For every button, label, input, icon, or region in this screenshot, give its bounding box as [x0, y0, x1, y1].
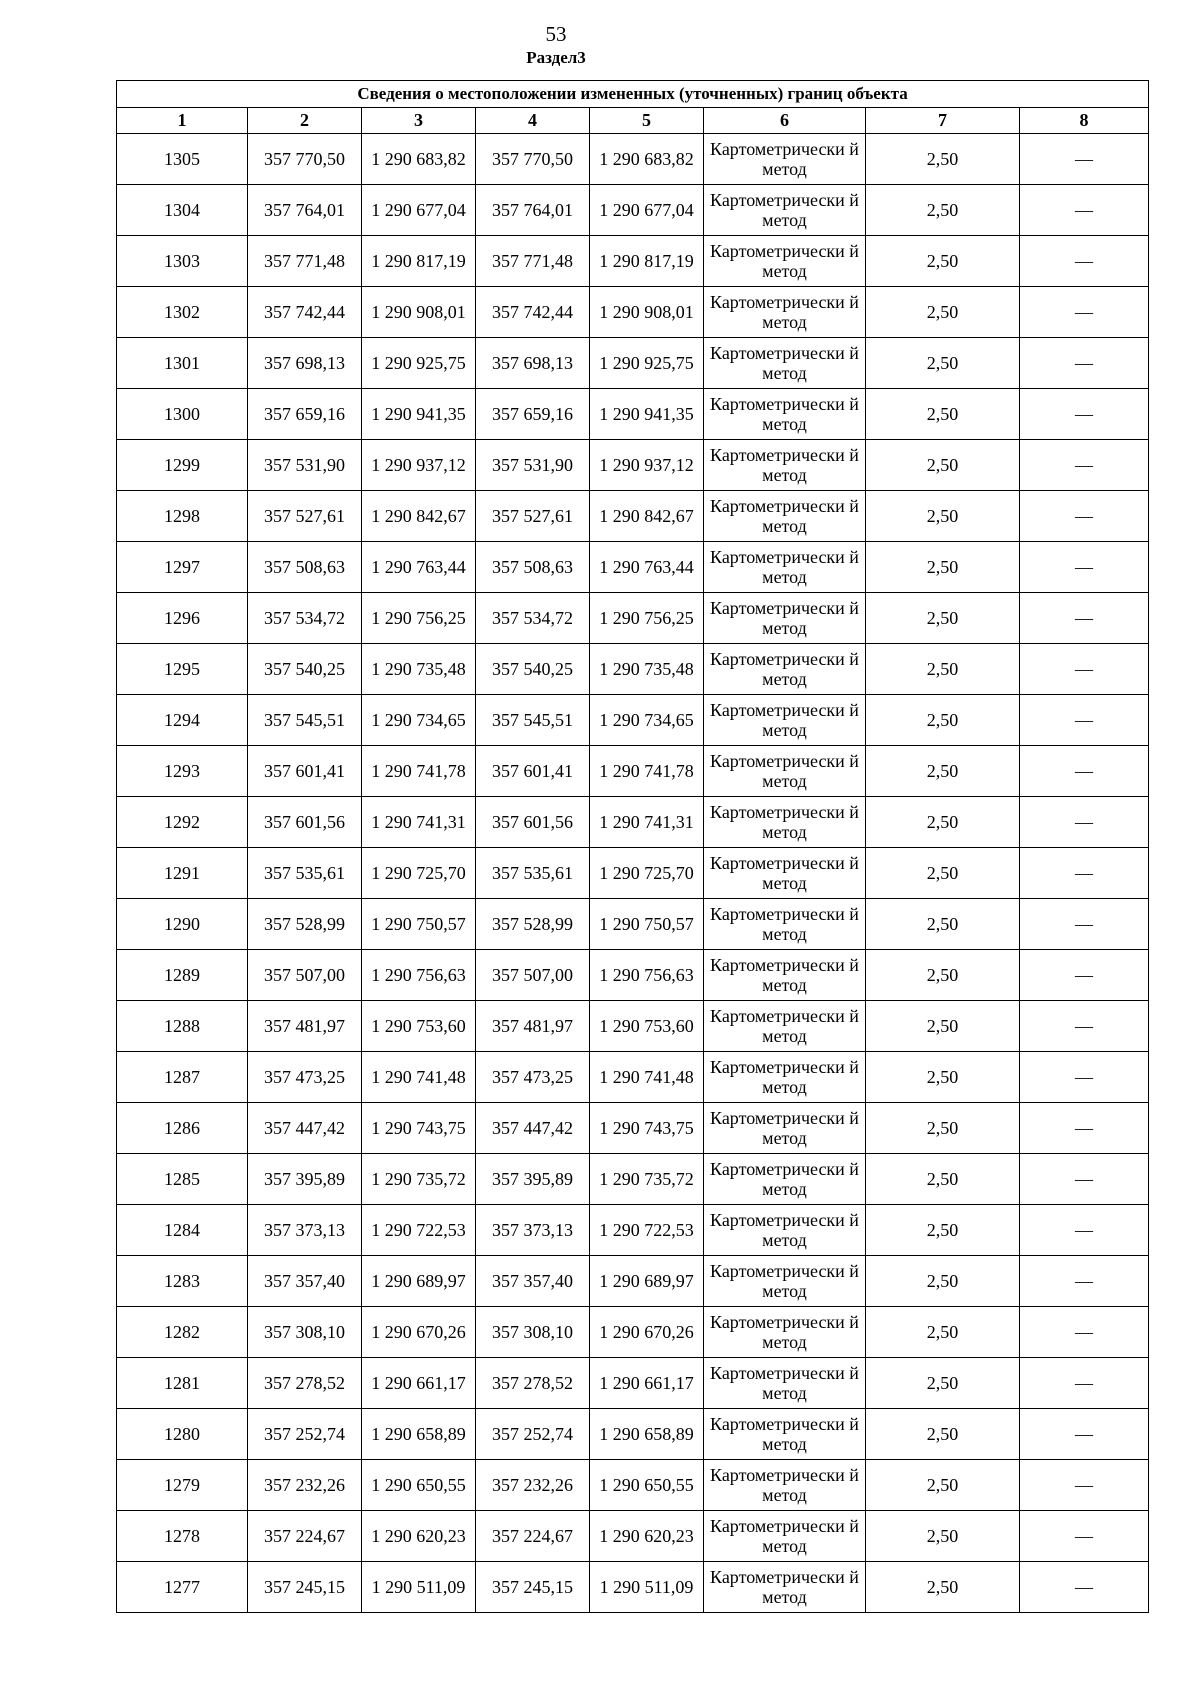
table-row — [117, 899, 1149, 950]
accuracy-cell: 2,50 — [866, 695, 1020, 746]
x-old-cell: 357 308,10 — [248, 1307, 362, 1358]
note-cell: — — [1020, 338, 1149, 389]
y-old-cell: 1 290 741,48 — [362, 1052, 476, 1103]
x-old-cell: 357 698,13 — [248, 338, 362, 389]
note-cell: — — [1020, 287, 1149, 338]
y-old-cell: 1 290 735,72 — [362, 1154, 476, 1205]
y-old-cell: 1 290 941,35 — [362, 389, 476, 440]
method-cell: Картометрически й метод — [704, 899, 866, 950]
column-number-header: 3 — [362, 108, 476, 134]
x-old-cell: 357 447,42 — [248, 1103, 362, 1154]
x-new-cell: 357 770,50 — [476, 134, 590, 185]
method-cell: Картометрически й метод — [704, 236, 866, 287]
method-cell: Картометрически й метод — [704, 797, 866, 848]
y-new-cell: 1 290 756,25 — [590, 593, 704, 644]
y-old-cell: 1 290 753,60 — [362, 1001, 476, 1052]
x-new-cell: 357 308,10 — [476, 1307, 590, 1358]
point-number-cell: 1288 — [117, 1001, 248, 1052]
y-new-cell: 1 290 677,04 — [590, 185, 704, 236]
accuracy-cell: 2,50 — [866, 491, 1020, 542]
table-row — [117, 1103, 1149, 1154]
x-old-cell: 357 528,99 — [248, 899, 362, 950]
column-number-header: 7 — [866, 108, 1020, 134]
point-number-cell: 1304 — [117, 185, 248, 236]
accuracy-cell: 2,50 — [866, 1052, 1020, 1103]
y-old-cell: 1 290 817,19 — [362, 236, 476, 287]
table-row — [117, 593, 1149, 644]
accuracy-cell: 2,50 — [866, 1103, 1020, 1154]
point-number-cell: 1302 — [117, 287, 248, 338]
x-old-cell: 357 481,97 — [248, 1001, 362, 1052]
table-caption: Сведения о местоположении измененных (уточненных) границ объекта — [117, 81, 1149, 108]
x-new-cell: 357 540,25 — [476, 644, 590, 695]
accuracy-cell: 2,50 — [866, 287, 1020, 338]
x-old-cell: 357 278,52 — [248, 1358, 362, 1409]
note-cell: — — [1020, 695, 1149, 746]
note-cell: — — [1020, 1001, 1149, 1052]
note-cell: — — [1020, 797, 1149, 848]
x-new-cell: 357 481,97 — [476, 1001, 590, 1052]
note-cell: — — [1020, 236, 1149, 287]
method-cell: Картометрически й метод — [704, 848, 866, 899]
y-old-cell: 1 290 735,48 — [362, 644, 476, 695]
x-old-cell: 357 534,72 — [248, 593, 362, 644]
y-old-cell: 1 290 741,78 — [362, 746, 476, 797]
column-number-header: 6 — [704, 108, 866, 134]
x-old-cell: 357 508,63 — [248, 542, 362, 593]
table-row — [117, 1154, 1149, 1205]
note-cell: — — [1020, 1256, 1149, 1307]
note-cell: — — [1020, 1052, 1149, 1103]
accuracy-cell: 2,50 — [866, 797, 1020, 848]
x-old-cell: 357 252,74 — [248, 1409, 362, 1460]
x-old-cell: 357 527,61 — [248, 491, 362, 542]
note-cell: — — [1020, 899, 1149, 950]
accuracy-cell: 2,50 — [866, 1562, 1020, 1613]
table-row — [117, 1052, 1149, 1103]
note-cell: — — [1020, 134, 1149, 185]
point-number-cell: 1294 — [117, 695, 248, 746]
method-cell: Картометрически й метод — [704, 1562, 866, 1613]
table-row — [117, 1358, 1149, 1409]
table-row — [117, 1460, 1149, 1511]
accuracy-cell: 2,50 — [866, 1001, 1020, 1052]
method-cell: Картометрически й метод — [704, 1001, 866, 1052]
y-old-cell: 1 290 734,65 — [362, 695, 476, 746]
point-number-cell: 1282 — [117, 1307, 248, 1358]
point-number-cell: 1284 — [117, 1205, 248, 1256]
accuracy-cell: 2,50 — [866, 1307, 1020, 1358]
x-new-cell: 357 252,74 — [476, 1409, 590, 1460]
column-number-header: 5 — [590, 108, 704, 134]
accuracy-cell: 2,50 — [866, 185, 1020, 236]
y-old-cell: 1 290 620,23 — [362, 1511, 476, 1562]
y-new-cell: 1 290 722,53 — [590, 1205, 704, 1256]
table-row — [117, 440, 1149, 491]
table-row — [117, 542, 1149, 593]
x-new-cell: 357 535,61 — [476, 848, 590, 899]
y-old-cell: 1 290 677,04 — [362, 185, 476, 236]
method-cell: Картометрически й метод — [704, 287, 866, 338]
method-cell: Картометрически й метод — [704, 1511, 866, 1562]
note-cell: — — [1020, 542, 1149, 593]
table-row — [117, 491, 1149, 542]
table-row — [117, 746, 1149, 797]
x-new-cell: 357 245,15 — [476, 1562, 590, 1613]
column-number-row — [117, 108, 1149, 134]
method-cell: Картометрически й метод — [704, 1205, 866, 1256]
table-row — [117, 797, 1149, 848]
y-old-cell: 1 290 511,09 — [362, 1562, 476, 1613]
y-old-cell: 1 290 722,53 — [362, 1205, 476, 1256]
method-cell: Картометрически й метод — [704, 593, 866, 644]
note-cell: — — [1020, 1154, 1149, 1205]
y-old-cell: 1 290 661,17 — [362, 1358, 476, 1409]
accuracy-cell: 2,50 — [866, 389, 1020, 440]
y-new-cell: 1 290 650,55 — [590, 1460, 704, 1511]
note-cell: — — [1020, 1205, 1149, 1256]
x-old-cell: 357 232,26 — [248, 1460, 362, 1511]
note-cell: — — [1020, 440, 1149, 491]
point-number-cell: 1292 — [117, 797, 248, 848]
table-row — [117, 338, 1149, 389]
point-number-cell: 1303 — [117, 236, 248, 287]
accuracy-cell: 2,50 — [866, 1205, 1020, 1256]
x-old-cell: 357 601,41 — [248, 746, 362, 797]
y-old-cell: 1 290 650,55 — [362, 1460, 476, 1511]
y-new-cell: 1 290 741,48 — [590, 1052, 704, 1103]
table-row — [117, 950, 1149, 1001]
x-old-cell: 357 764,01 — [248, 185, 362, 236]
accuracy-cell: 2,50 — [866, 593, 1020, 644]
column-number-header: 1 — [117, 108, 248, 134]
point-number-cell: 1277 — [117, 1562, 248, 1613]
x-old-cell: 357 535,61 — [248, 848, 362, 899]
method-cell: Картометрически й метод — [704, 950, 866, 1001]
column-number-header: 4 — [476, 108, 590, 134]
x-new-cell: 357 527,61 — [476, 491, 590, 542]
accuracy-cell: 2,50 — [866, 1460, 1020, 1511]
point-number-cell: 1278 — [117, 1511, 248, 1562]
y-old-cell: 1 290 743,75 — [362, 1103, 476, 1154]
method-cell: Картометрически й метод — [704, 1256, 866, 1307]
note-cell: — — [1020, 950, 1149, 1001]
y-old-cell: 1 290 842,67 — [362, 491, 476, 542]
note-cell: — — [1020, 593, 1149, 644]
table-row — [117, 389, 1149, 440]
x-new-cell: 357 508,63 — [476, 542, 590, 593]
y-old-cell: 1 290 763,44 — [362, 542, 476, 593]
point-number-cell: 1297 — [117, 542, 248, 593]
y-new-cell: 1 290 689,97 — [590, 1256, 704, 1307]
accuracy-cell: 2,50 — [866, 899, 1020, 950]
note-cell: — — [1020, 1307, 1149, 1358]
method-cell: Картометрически й метод — [704, 1103, 866, 1154]
point-number-cell: 1285 — [117, 1154, 248, 1205]
y-new-cell: 1 290 661,17 — [590, 1358, 704, 1409]
table-row — [117, 1205, 1149, 1256]
x-old-cell: 357 770,50 — [248, 134, 362, 185]
y-old-cell: 1 290 925,75 — [362, 338, 476, 389]
accuracy-cell: 2,50 — [866, 1256, 1020, 1307]
note-cell: — — [1020, 1103, 1149, 1154]
accuracy-cell: 2,50 — [866, 236, 1020, 287]
point-number-cell: 1289 — [117, 950, 248, 1001]
x-new-cell: 357 528,99 — [476, 899, 590, 950]
x-old-cell: 357 771,48 — [248, 236, 362, 287]
y-new-cell: 1 290 925,75 — [590, 338, 704, 389]
y-new-cell: 1 290 741,78 — [590, 746, 704, 797]
point-number-cell: 1301 — [117, 338, 248, 389]
x-old-cell: 357 395,89 — [248, 1154, 362, 1205]
x-new-cell: 357 232,26 — [476, 1460, 590, 1511]
table-row — [117, 1001, 1149, 1052]
x-new-cell: 357 771,48 — [476, 236, 590, 287]
accuracy-cell: 2,50 — [866, 848, 1020, 899]
note-cell: — — [1020, 848, 1149, 899]
y-new-cell: 1 290 620,23 — [590, 1511, 704, 1562]
x-new-cell: 357 698,13 — [476, 338, 590, 389]
x-old-cell: 357 224,67 — [248, 1511, 362, 1562]
page-number: 53 — [545, 22, 567, 46]
y-new-cell: 1 290 735,72 — [590, 1154, 704, 1205]
method-cell: Картометрически й метод — [704, 440, 866, 491]
y-new-cell: 1 290 763,44 — [590, 542, 704, 593]
table-row — [117, 848, 1149, 899]
x-new-cell: 357 601,56 — [476, 797, 590, 848]
column-number-header: 8 — [1020, 108, 1149, 134]
note-cell: — — [1020, 185, 1149, 236]
y-new-cell: 1 290 908,01 — [590, 287, 704, 338]
point-number-cell: 1300 — [117, 389, 248, 440]
method-cell: Картометрически й метод — [704, 491, 866, 542]
x-old-cell: 357 545,51 — [248, 695, 362, 746]
method-cell: Картометрически й метод — [704, 746, 866, 797]
table-row — [117, 695, 1149, 746]
y-new-cell: 1 290 683,82 — [590, 134, 704, 185]
x-new-cell: 357 278,52 — [476, 1358, 590, 1409]
table-row — [117, 1307, 1149, 1358]
table-row — [117, 1511, 1149, 1562]
x-new-cell: 357 395,89 — [476, 1154, 590, 1205]
method-cell: Картометрически й метод — [704, 1154, 866, 1205]
x-old-cell: 357 540,25 — [248, 644, 362, 695]
x-new-cell: 357 473,25 — [476, 1052, 590, 1103]
x-new-cell: 357 357,40 — [476, 1256, 590, 1307]
x-old-cell: 357 473,25 — [248, 1052, 362, 1103]
method-cell: Картометрически й метод — [704, 1052, 866, 1103]
point-number-cell: 1281 — [117, 1358, 248, 1409]
y-new-cell: 1 290 670,26 — [590, 1307, 704, 1358]
y-old-cell: 1 290 937,12 — [362, 440, 476, 491]
x-old-cell: 357 742,44 — [248, 287, 362, 338]
y-new-cell: 1 290 734,65 — [590, 695, 704, 746]
y-new-cell: 1 290 756,63 — [590, 950, 704, 1001]
x-new-cell: 357 224,67 — [476, 1511, 590, 1562]
method-cell: Картометрически й метод — [704, 134, 866, 185]
accuracy-cell: 2,50 — [866, 1358, 1020, 1409]
x-new-cell: 357 531,90 — [476, 440, 590, 491]
y-new-cell: 1 290 658,89 — [590, 1409, 704, 1460]
x-old-cell: 357 245,15 — [248, 1562, 362, 1613]
point-number-cell: 1290 — [117, 899, 248, 950]
y-new-cell: 1 290 741,31 — [590, 797, 704, 848]
y-old-cell: 1 290 670,26 — [362, 1307, 476, 1358]
x-new-cell: 357 659,16 — [476, 389, 590, 440]
table-row — [117, 134, 1149, 185]
x-old-cell: 357 531,90 — [248, 440, 362, 491]
table-row — [117, 236, 1149, 287]
y-new-cell: 1 290 511,09 — [590, 1562, 704, 1613]
note-cell: — — [1020, 1409, 1149, 1460]
x-new-cell: 357 373,13 — [476, 1205, 590, 1256]
x-old-cell: 357 357,40 — [248, 1256, 362, 1307]
point-number-cell: 1298 — [117, 491, 248, 542]
method-cell: Картометрически й метод — [704, 542, 866, 593]
accuracy-cell: 2,50 — [866, 338, 1020, 389]
x-old-cell: 357 659,16 — [248, 389, 362, 440]
x-old-cell: 357 373,13 — [248, 1205, 362, 1256]
table-row — [117, 185, 1149, 236]
y-old-cell: 1 290 908,01 — [362, 287, 476, 338]
y-new-cell: 1 290 817,19 — [590, 236, 704, 287]
point-number-cell: 1305 — [117, 134, 248, 185]
accuracy-cell: 2,50 — [866, 1409, 1020, 1460]
accuracy-cell: 2,50 — [866, 1154, 1020, 1205]
y-old-cell: 1 290 683,82 — [362, 134, 476, 185]
y-old-cell: 1 290 725,70 — [362, 848, 476, 899]
y-new-cell: 1 290 941,35 — [590, 389, 704, 440]
table-row — [117, 1256, 1149, 1307]
method-cell: Картометрически й метод — [704, 1409, 866, 1460]
y-old-cell: 1 290 658,89 — [362, 1409, 476, 1460]
point-number-cell: 1279 — [117, 1460, 248, 1511]
x-new-cell: 357 534,72 — [476, 593, 590, 644]
x-new-cell: 357 545,51 — [476, 695, 590, 746]
note-cell: — — [1020, 1460, 1149, 1511]
x-new-cell: 357 447,42 — [476, 1103, 590, 1154]
point-number-cell: 1291 — [117, 848, 248, 899]
point-number-cell: 1280 — [117, 1409, 248, 1460]
point-number-cell: 1295 — [117, 644, 248, 695]
y-old-cell: 1 290 750,57 — [362, 899, 476, 950]
method-cell: Картометрически й метод — [704, 185, 866, 236]
method-cell: Картометрически й метод — [704, 1307, 866, 1358]
method-cell: Картометрически й метод — [704, 1460, 866, 1511]
y-new-cell: 1 290 735,48 — [590, 644, 704, 695]
y-new-cell: 1 290 842,67 — [590, 491, 704, 542]
section-title: Раздел3 — [526, 48, 586, 67]
method-cell: Картометрически й метод — [704, 644, 866, 695]
note-cell: — — [1020, 1511, 1149, 1562]
note-cell: — — [1020, 1358, 1149, 1409]
table-body — [117, 134, 1149, 1613]
x-new-cell: 357 507,00 — [476, 950, 590, 1001]
y-new-cell: 1 290 725,70 — [590, 848, 704, 899]
method-cell: Картометрически й метод — [704, 1358, 866, 1409]
table-row — [117, 287, 1149, 338]
method-cell: Картометрически й метод — [704, 389, 866, 440]
x-old-cell: 357 507,00 — [248, 950, 362, 1001]
method-cell: Картометрически й метод — [704, 338, 866, 389]
y-new-cell: 1 290 937,12 — [590, 440, 704, 491]
accuracy-cell: 2,50 — [866, 1511, 1020, 1562]
note-cell: — — [1020, 644, 1149, 695]
accuracy-cell: 2,50 — [866, 134, 1020, 185]
y-new-cell: 1 290 750,57 — [590, 899, 704, 950]
accuracy-cell: 2,50 — [866, 440, 1020, 491]
table-row — [117, 1562, 1149, 1613]
y-old-cell: 1 290 756,63 — [362, 950, 476, 1001]
note-cell: — — [1020, 389, 1149, 440]
boundary-table — [116, 80, 1149, 1613]
y-old-cell: 1 290 689,97 — [362, 1256, 476, 1307]
x-new-cell: 357 742,44 — [476, 287, 590, 338]
accuracy-cell: 2,50 — [866, 746, 1020, 797]
x-old-cell: 357 601,56 — [248, 797, 362, 848]
y-new-cell: 1 290 753,60 — [590, 1001, 704, 1052]
point-number-cell: 1293 — [117, 746, 248, 797]
y-old-cell: 1 290 756,25 — [362, 593, 476, 644]
table-row — [117, 644, 1149, 695]
x-new-cell: 357 601,41 — [476, 746, 590, 797]
note-cell: — — [1020, 746, 1149, 797]
point-number-cell: 1287 — [117, 1052, 248, 1103]
y-old-cell: 1 290 741,31 — [362, 797, 476, 848]
y-new-cell: 1 290 743,75 — [590, 1103, 704, 1154]
column-number-header: 2 — [248, 108, 362, 134]
x-new-cell: 357 764,01 — [476, 185, 590, 236]
note-cell: — — [1020, 491, 1149, 542]
accuracy-cell: 2,50 — [866, 950, 1020, 1001]
point-number-cell: 1283 — [117, 1256, 248, 1307]
point-number-cell: 1299 — [117, 440, 248, 491]
table-row — [117, 1409, 1149, 1460]
accuracy-cell: 2,50 — [866, 542, 1020, 593]
note-cell: — — [1020, 1562, 1149, 1613]
point-number-cell: 1286 — [117, 1103, 248, 1154]
accuracy-cell: 2,50 — [866, 644, 1020, 695]
method-cell: Картометрически й метод — [704, 695, 866, 746]
point-number-cell: 1296 — [117, 593, 248, 644]
